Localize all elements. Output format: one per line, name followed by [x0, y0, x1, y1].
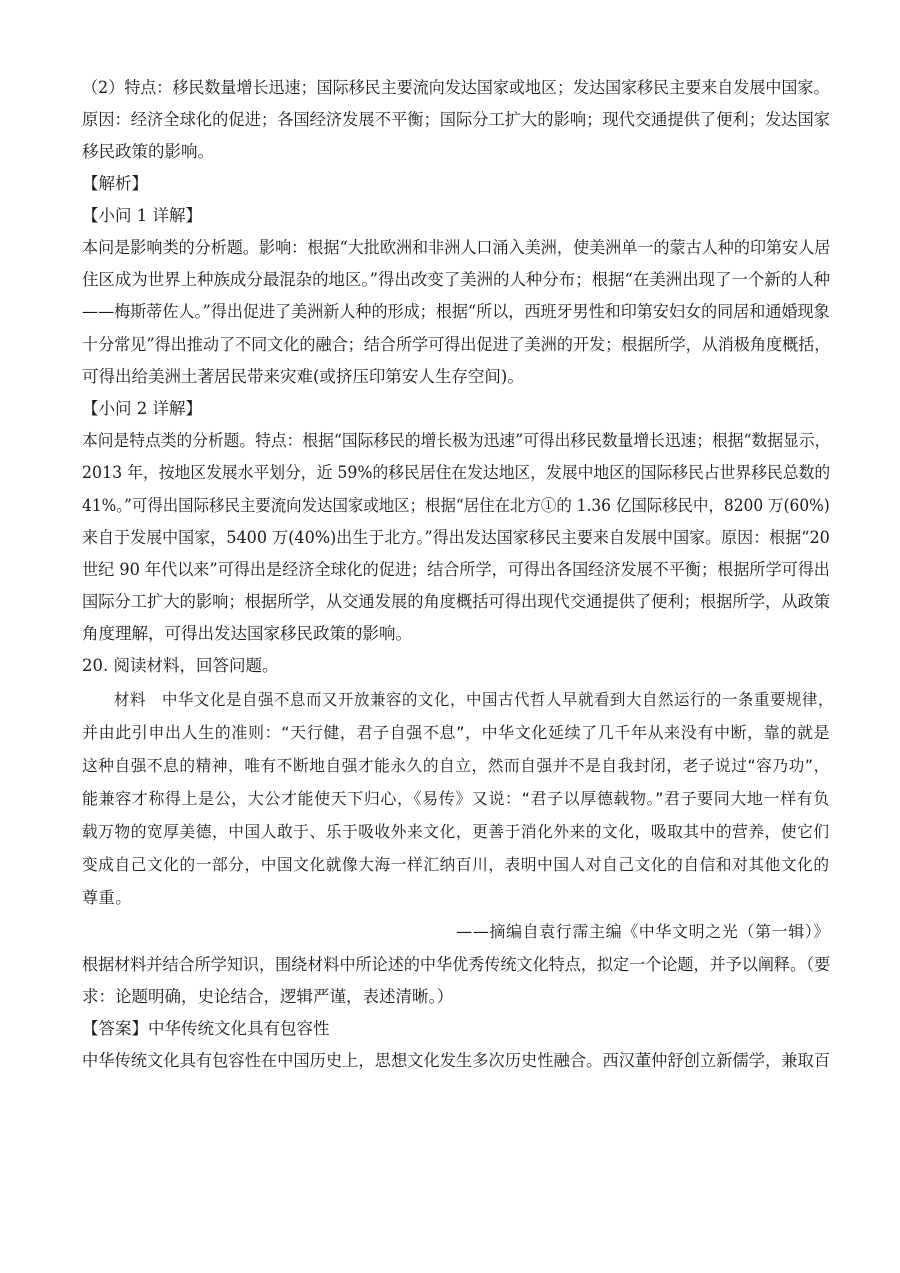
material-source: ——摘编自袁行霈主编《中华文明之光（第一辑）》 [456, 922, 830, 941]
material-paragraph-line: 这种自强不息的精神，唯有不断地自强才能永久的自立，然而自强并不是自我封闭，老子说过“容乃功”， [82, 756, 830, 775]
material-paragraph-line: 尊重。 [82, 888, 132, 907]
q1-paragraph-line: 可得出给美洲土著居民带来灾难(或挤压印第安人生存空间)。 [82, 367, 524, 386]
answer-heading: 【答案】中华传统文化具有包容性 [82, 1019, 330, 1038]
answer-paragraph-line: 中华传统文化具有包容性在中国历史上，思想文化发生多次历史性融合。西汉董仲舒创立新儒学，兼取百 [82, 1051, 830, 1070]
q1-heading: 【小问 1 详解】 [82, 206, 202, 225]
q2-heading: 【小问 2 详解】 [82, 399, 202, 418]
q1-paragraph-line: 住区成为世界上种族成分最混杂的地区。”得出改变了美洲的人种分布；根据“在美洲出现了一个新的人种 [82, 270, 831, 289]
question-requirement-line: 根据材料并结合所学知识，围绕材料中所论述的中华优秀传统文化特点，拟定一个论题，并予以阐释。（要 [82, 955, 831, 974]
q2-paragraph-line: 角度理解，可得出发达国家移民政策的影响。 [82, 624, 412, 643]
answer-reasons-line: 原因：经济全球化的促进；各国经济发展不平衡；国际分工扩大的影响；现代交通提供了便利；发达国家 [82, 110, 830, 129]
q2-paragraph-line: 世纪 90 年代以来”可得出是经济全球化的促进；结合所学，可得出各国经济发展不平衡；根据所学可得出 [82, 560, 830, 579]
answer-characteristics-line: （2）特点：移民数量增长迅速；国际移民主要流向发达国家或地区；发达国家移民主要来自发展中国家。 [82, 78, 830, 97]
q2-paragraph-line: 国际分工扩大的影响；根据所学，从交通发展的角度概括可得出现代交通提供了便利；根据所学，从政策 [82, 592, 830, 611]
q1-paragraph-line: 本问是影响类的分析题。影响：根据“大批欧洲和非洲人口涌入美洲，使美洲单一的蒙古人种的印第安人居 [82, 238, 831, 257]
q2-paragraph-line: 本问是特点类的分析题。特点：根据“国际移民的增长极为迅速”可得出移民数量增长迅速；根据“数据显示， [82, 431, 831, 450]
q2-paragraph-line: 来自于发展中国家，5400 万(40%)出生于北方。”得出发达国家移民主要来自发展中国家。原因：根据“20 [82, 528, 830, 547]
material-paragraph-line: 变成自己文化的一部分，中国文化就像大海一样汇纳百川，表明中国人对自己文化的自信和对其他文化的 [82, 855, 830, 874]
q2-paragraph-line: 41%。”可得出国际移民主要流向发达国家或地区；根据“居住在北方①的 1.36 亿国际移民中，8200 万(60%) [82, 496, 830, 515]
answer-reasons-line-cont: 移民政策的影响。 [82, 142, 214, 161]
material-paragraph-line: 并由此引申出人生的准则：“天行健，君子自强不息”，中华文化延续了几千年从来没有中断，靠的就是 [82, 723, 831, 742]
question-20-title: 20. 阅读材料，回答问题。 [82, 656, 279, 675]
material-paragraph-line: 材料 中华文化是自强不息而又开放兼容的文化，中国古代哲人早就看到大自然运行的一条重要规律， [114, 690, 835, 709]
material-paragraph-line: 能兼容才称得上是公，大公才能使天下归心，《易传》又说：“君子以厚德载物。”君子要同大地一样有负 [82, 789, 830, 808]
material-paragraph-line: 载万物的宽厚美德，中国人敢于、乐于吸收外来文化，更善于消化外来的文化，吸取其中的营养，使它们 [82, 822, 830, 841]
q1-paragraph-line: 十分常见”得出推动了不同文化的融合；结合所学可得出促进了美洲的开发；根据所学，从消极角度概括， [82, 335, 831, 354]
question-requirement-line: 求：论题明确，史论结合，逻辑严谨，表述清晰。） [82, 987, 454, 1006]
analysis-heading: 【解析】 [82, 174, 148, 193]
q2-paragraph-line: 2013 年，按地区发展水平划分，近 59%的移民居住在发达地区，发展中地区的国际移民占世界移民总数的 [82, 463, 831, 482]
q1-paragraph-line: ——梅斯蒂佐人。”得出促进了美洲新人种的形成；根据“所以，西班牙男性和印第安妇女的同居和通婚现象 [82, 302, 830, 321]
